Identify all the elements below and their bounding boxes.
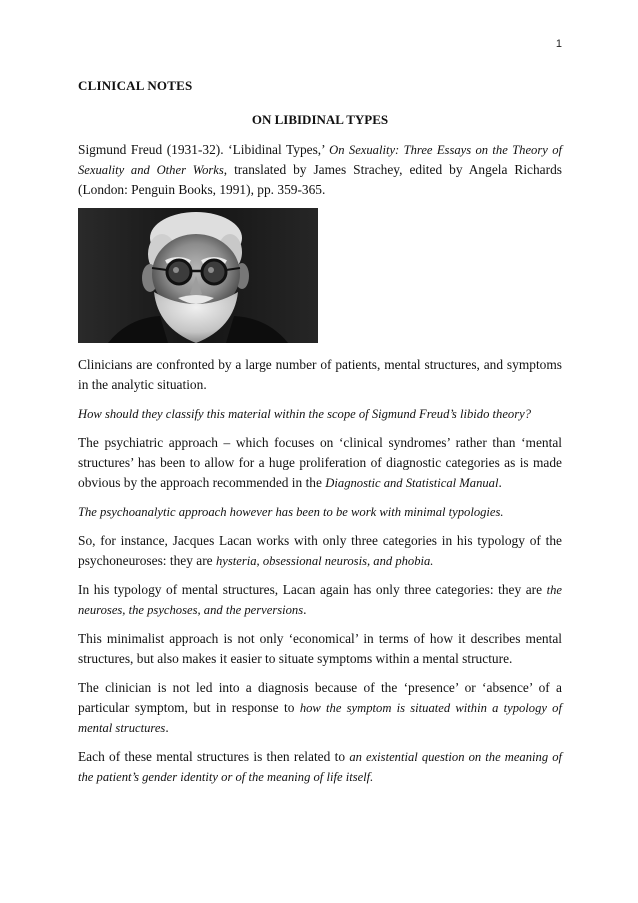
page-content [78, 76, 562, 787]
paragraph-6-categories: the neuroses, the psychoses, and the perversions [78, 583, 562, 617]
paragraph-9-emphasis: an existential question on the meaning of the patient’s gender identity or of the meaning of life itself. [78, 750, 562, 784]
paragraph-3-manual-title: Diagnostic and Statistical Manual [325, 476, 499, 490]
paragraph-6-end: . [303, 602, 307, 617]
paragraph-5-text: So, for instance, Jacques Lacan works with only three categories in his typology of the psychoneuroses: they are [78, 533, 562, 568]
section-label: CLINICAL NOTES [78, 78, 193, 93]
paragraph-4-italic: The psychoanalytic approach however has been to be work with minimal typologies. [78, 505, 504, 519]
citation [78, 140, 562, 200]
paragraph-9 [78, 747, 562, 787]
paragraph-2-question: How should they classify this material within the scope of Sigmund Freud’s libido theory? [78, 407, 531, 421]
citation-text: Sigmund Freud (1931-32). ‘Libidinal Types,’ [78, 142, 330, 157]
paragraph-8-text: The clinician is not led into a diagnosis because of the ‘presence’ or ‘absence’ of a particular symptom, but in response to [78, 680, 562, 715]
paragraph-9-text: Each of these mental structures is then related to [78, 749, 350, 764]
page-number: 1 [555, 38, 562, 50]
paragraph-3-end: . [498, 475, 502, 490]
paragraph-8-emphasis: how the symptom is situated within a typology of mental structures [78, 701, 562, 735]
paragraph-8-end: . [165, 720, 169, 735]
paragraph-7: This minimalist approach is not only ‘economical’ in terms of how it describes mental structures, but also makes it easier to situate symptoms within a mental structure. [78, 631, 562, 666]
paragraph-8 [78, 678, 562, 738]
portrait-photo [78, 208, 318, 343]
citation-publication: , translated by James Strachey, edited by Angela Richards (London: Penguin Books, 1991), pp. 359-365. [78, 162, 562, 197]
paragraph-3 [78, 433, 562, 493]
citation-book-title: On Sexuality: Three Essays on the Theory of Sexuality and Other Works [78, 143, 562, 177]
paragraph-1: Clinicians are confronted by a large number of patients, mental structures, and symptoms in the analytic situation. [78, 357, 562, 392]
paragraph-5 [78, 531, 562, 571]
portrait-photo-icon [78, 208, 318, 343]
document-title: ON LIBIDINAL TYPES [251, 112, 389, 127]
paragraph-6-text: In his typology of mental structures, Lacan again has only three categories: they are [78, 582, 547, 597]
paragraph-6 [78, 580, 562, 620]
paragraph-5-categories: hysteria, obsessional neurosis, and phobia. [215, 554, 434, 568]
paragraph-3-text: The psychiatric approach – which focuses on ‘clinical syndromes’ rather than ‘mental structures’ has been to allow for a huge proliferation of diagnostic categories as is made obvious by the approach recommended in the [78, 435, 562, 490]
